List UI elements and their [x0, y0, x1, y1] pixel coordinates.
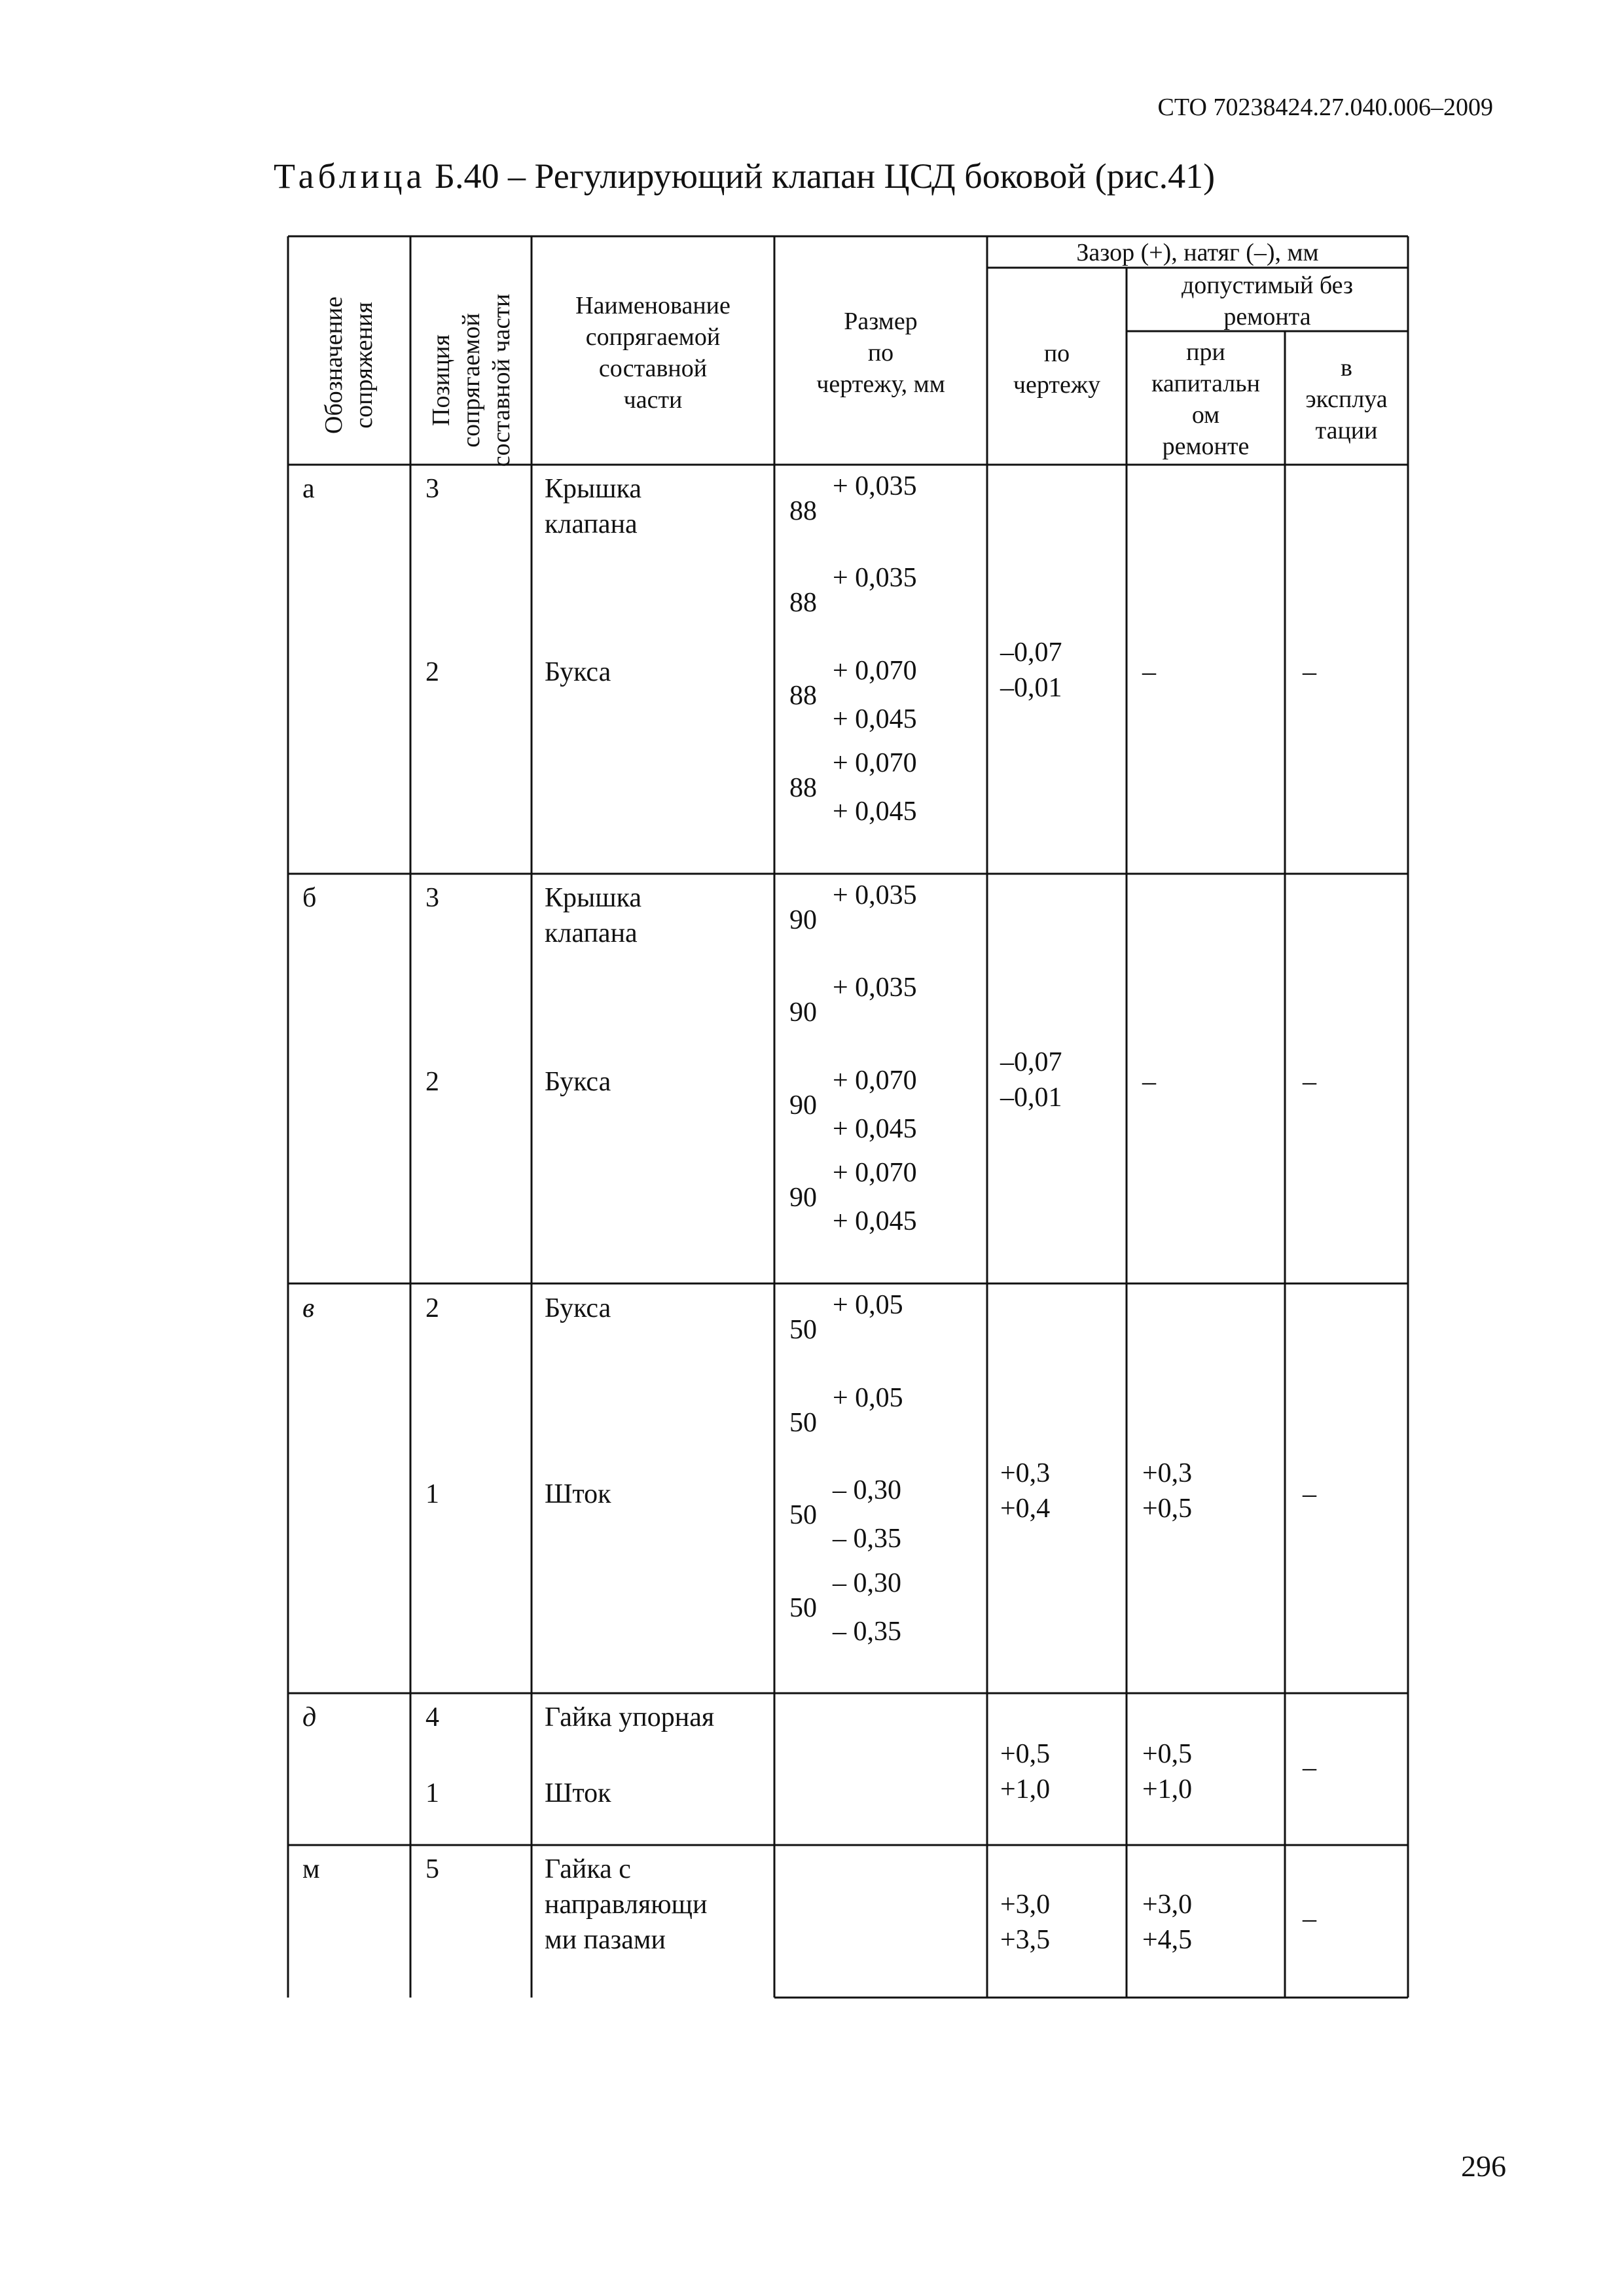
- row-designation: д: [302, 1702, 317, 1732]
- row-part-name-1: Крышка клапана: [545, 883, 641, 948]
- row-designation: а: [302, 474, 315, 504]
- operation-value: –: [1303, 1067, 1316, 1097]
- row-position-2: 2: [425, 657, 439, 687]
- operation-value: –: [1303, 657, 1316, 687]
- row-part-name-2: Букса: [545, 657, 611, 687]
- header-allowed-without-repair: допустимый без ремонта: [1181, 272, 1354, 331]
- table-title-prefix: Таблица: [274, 156, 426, 196]
- page-number: 296: [1461, 2149, 1506, 2183]
- capital-repair-value: –: [1142, 1067, 1156, 1097]
- capital-repair-value: –: [1142, 657, 1156, 687]
- by-drawing-value: +0,3 +0,4: [1000, 1458, 1051, 1524]
- header-designation: Обозначение сопряжения: [320, 296, 378, 434]
- row-position-1: 3: [425, 474, 439, 504]
- row-position-1: 3: [425, 883, 439, 913]
- row-position-1: 4: [425, 1702, 439, 1732]
- row-part-name-1: Гайка с направляющи ми пазами: [545, 1854, 708, 1955]
- table-title: [274, 156, 1215, 196]
- header-capital-repair: при капитальн ом ремонте: [1151, 338, 1260, 460]
- row-part-name-1: Букса: [545, 1293, 611, 1323]
- capital-repair-value: +3,0 +4,5: [1142, 1890, 1193, 1955]
- header-part-name: Наименование сопрягаемой составной части: [575, 292, 731, 414]
- capital-repair-value: +0,5 +1,0: [1142, 1739, 1193, 1804]
- row-part-name-1: Гайка упорная: [545, 1702, 715, 1732]
- row-part-name-2: Букса: [545, 1067, 611, 1097]
- operation-value: –: [1303, 1904, 1316, 1934]
- row-position-2: 1: [425, 1479, 439, 1509]
- row-part-name-1: Крышка клапана: [545, 474, 641, 539]
- by-drawing-value: –0,07 –0,01: [1000, 1047, 1062, 1113]
- header-position: Позиция сопрягаемой составной части: [427, 293, 515, 467]
- row-position-2: 2: [425, 1067, 439, 1097]
- document-code: СТО 70238424.27.040.006–2009: [1157, 94, 1493, 121]
- row-designation: в: [302, 1293, 315, 1323]
- by-drawing-value: –0,07 –0,01: [1000, 637, 1062, 703]
- row-part-name-2: Шток: [545, 1778, 611, 1808]
- capital-repair-value: +0,3 +0,5: [1142, 1458, 1193, 1524]
- header-drawing-size: Размер по чертежу, мм: [816, 308, 945, 398]
- row-position-1: 5: [425, 1854, 439, 1884]
- row-designation: б: [302, 883, 317, 913]
- operation-value: –: [1303, 1753, 1316, 1783]
- row-designation: м: [302, 1854, 320, 1884]
- header-in-operation: в эксплуа тации: [1305, 354, 1388, 444]
- table-title-text: Б.40 – Регулирующий клапан ЦСД боковой (рис.41): [425, 156, 1216, 196]
- row-part-name-2: Шток: [545, 1479, 611, 1509]
- operation-value: –: [1303, 1479, 1316, 1509]
- row-position-1: 2: [425, 1293, 439, 1323]
- header-clearance-group: Зазор (+), натяг (–), мм: [1076, 239, 1319, 266]
- by-drawing-value: +0,5 +1,0: [1000, 1739, 1051, 1804]
- by-drawing-value: +3,0 +3,5: [1000, 1890, 1051, 1955]
- row-position-2: 1: [425, 1778, 439, 1808]
- header-by-drawing: по чертежу: [1013, 340, 1101, 399]
